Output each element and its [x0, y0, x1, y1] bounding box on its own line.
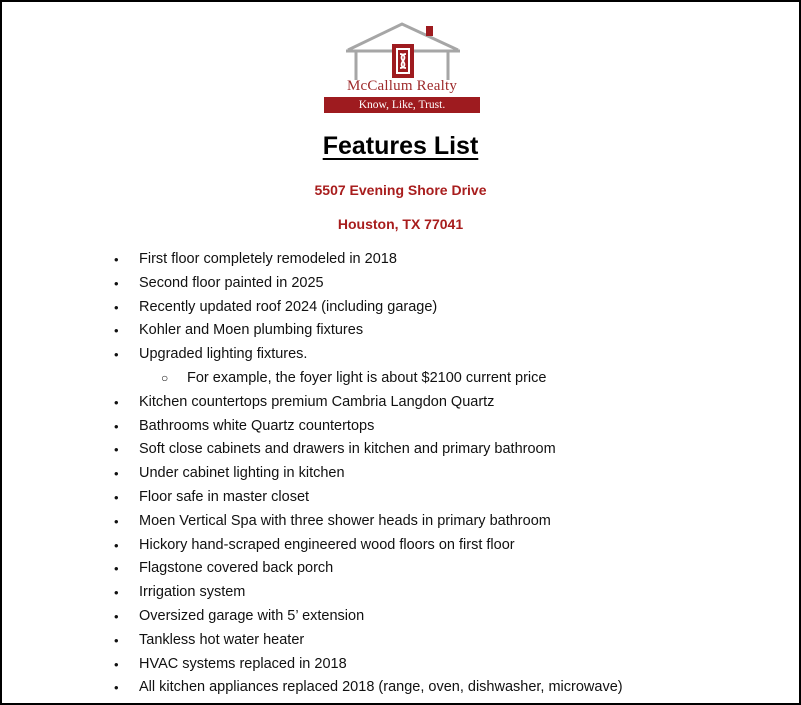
list-item — [2, 534, 799, 558]
list-item-text: Kitchen countertops premium Cambria Langdon Quartz — [139, 393, 495, 410]
bullet-icon: • — [114, 394, 119, 410]
list-item-text: HVAC systems replaced in 2018 — [139, 655, 347, 672]
list-item — [2, 510, 799, 534]
address-city: Houston, TX 77041 — [337, 216, 464, 232]
house-logo-icon — [322, 20, 482, 80]
list-item-text: Kohler and Moen plumbing fixtures — [139, 322, 364, 339]
list-item-text: Bathrooms white Quartz countertops — [139, 417, 375, 434]
list-item-text: Soft close cabinets and drawers in kitchen and primary bathroom — [139, 441, 556, 458]
bullet-icon: • — [114, 252, 119, 267]
list-item — [2, 629, 799, 653]
bullet-icon: • — [114, 418, 119, 434]
bullet-icon: • — [114, 608, 119, 624]
list-item — [2, 676, 799, 700]
list-item-text: All kitchen appliances replaced 2018 (range, oven, dishwasher, microwave) — [139, 679, 623, 696]
list-item-text: For example, the foyer light is about $2100 current price — [187, 369, 547, 386]
list-item-text: Flagstone covered back porch — [139, 560, 334, 577]
list-item — [2, 486, 799, 510]
list-item — [2, 438, 799, 462]
logo-tagline: Know, Like, Trust. — [324, 97, 480, 113]
list-item — [2, 415, 799, 439]
list-item-text: Under cabinet lighting in kitchen — [139, 465, 345, 482]
list-item-text: First floor completely remodeled in 2018 — [139, 251, 397, 267]
list-item — [2, 272, 799, 296]
list-item — [2, 343, 799, 367]
bullet-icon: • — [114, 513, 119, 529]
bullet-icon: • — [114, 299, 119, 315]
list-item — [2, 296, 799, 320]
list-item-text: Moen Vertical Spa with three shower heads in primary bathroom — [139, 512, 551, 529]
list-item — [2, 391, 799, 415]
bullet-icon: • — [114, 323, 119, 339]
list-item-text: Upgraded lighting fixtures. — [139, 346, 308, 363]
bullet-icon: • — [114, 442, 119, 458]
list-item-text: Tankless hot water heater — [139, 631, 305, 648]
list-item-text: Second floor painted in 2025 — [139, 274, 324, 291]
company-logo — [322, 20, 482, 114]
sub-list-item — [2, 367, 799, 391]
list-item — [2, 581, 799, 605]
bullet-icon: • — [114, 347, 119, 363]
list-item-text: Floor safe in master closet — [139, 488, 310, 505]
logo-company-name: McCallum Realty — [346, 78, 458, 94]
list-item-text: Hickory hand-scraped engineered wood floors on first floor — [139, 536, 515, 553]
bullet-icon: • — [114, 585, 119, 601]
page-title: Features List — [322, 132, 479, 160]
list-item-text: Recently updated roof 2024 (including garage) — [139, 298, 438, 315]
list-item — [2, 605, 799, 629]
list-item-text: Irrigation system — [139, 584, 246, 601]
list-item — [2, 557, 799, 581]
bullet-icon: • — [114, 489, 119, 505]
list-item-text: Oversized garage with 5’ extension — [139, 607, 365, 624]
list-item — [2, 248, 799, 272]
features-list — [2, 248, 799, 700]
bullet-icon: • — [114, 275, 119, 291]
address-street: 5507 Evening Shore Drive — [314, 182, 487, 198]
list-item — [2, 319, 799, 343]
list-item — [2, 462, 799, 486]
list-item — [2, 653, 799, 677]
bullet-icon: • — [114, 561, 119, 577]
circle-bullet-icon: ○ — [161, 370, 169, 385]
bullet-icon: • — [114, 656, 119, 672]
bullet-icon: • — [114, 537, 119, 553]
bullet-icon: • — [114, 632, 119, 648]
bullet-icon: • — [114, 680, 119, 696]
bullet-icon: • — [114, 466, 119, 482]
